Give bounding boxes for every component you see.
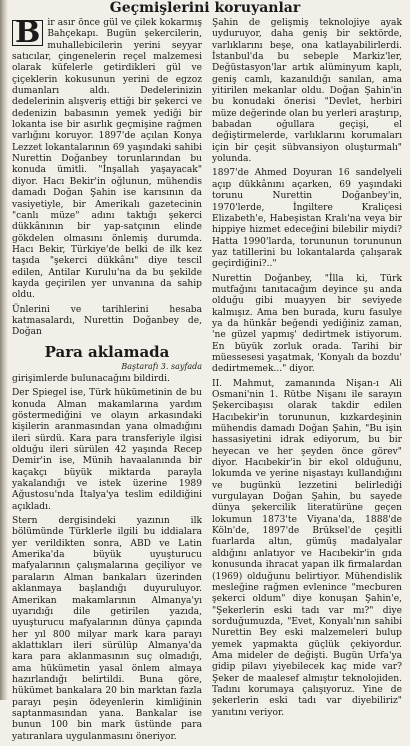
article-paragraph: Şahin de gelişmiş teknolojiye ayak uyduruyor, daha geniş bir sektörde, varlıklarını beşe, ona katlayabilirlerdi. İstanbul'da bu sebeple Markiz'ler, Değüstasyon'lar artık alüminyum kaplı, geniş camlı, kazanıldığı sanılan, ama yitirilen mekanlar oldu. Doğan Şahin'in bu konudaki önerisi "Devlet, herbiri müze değerinde olan bu yerleri araştırıp, babadan oğullara geçişi, el değiştirmelerde, varlıklarını korumaları için bir çeşit sübvansiyon oluşturmalı" yolunda. (212, 18, 402, 165)
page-edge (0, 0, 8, 700)
article-paragraph (12, 15, 202, 302)
paragraph-text: ir asır önce gül ve çilek kokarmış Bahçekapı. Bugün şekercilerin, muhallebicilerin yerini seyyar satıcılar, çingenelerin reçel malzemesi olarak küfelerle getirdikleri gül ve çiçeklerin kokusunun yerini de egzoz dumanları aldı. Dedelerinizin dedelerinin alışveriş ettiği bir şekerci ve dedenizin babasının yemek yediği bir lokanta ise bir asırlık geçmişine rağmen varlığını koruyor. 1897'de açılan Konya Lezzet lokantalarının 69 yaşındaki sahibi Nurettin Doğanbey torunlarından bu konuda ümitli. "İnşallah yaşayacak" diyor. Hacı Bekir'in oğlunun, mühendis damadı Doğan Şahin ise karısının da vasiyetiyle, bir Amerikalı gazetecinin "canlı müze" adını taktığı şekerci dükkânının bir yap-satçının elinde gökdelen olmasını önlemiş durumda. Hacı Bekir, Türkiye'de belki de ilk kez taşıda "şekerci dükkânı" diye tescil edilen, Antilar Kurulu'na da bu şekilde kayda geçirilen yer unvanına da sahip oldu. (12, 18, 202, 301)
article-paragraph: girişimlerde bulunacağını bildirdi. (12, 373, 170, 384)
article-paragraph: 1897'de Ahmed Doyuran 16 sandelyeli açıp dükkânını açarken, 69 yaşındaki torunu Nurettin Doğanbey'in, 1970'lerde, İngiltere Kraliçesi Elizabeth'e, Habeşistan Kralı'na veya bir hippiye hizmet edeceğini bilebilir miydi? Hatta 1990'larda, torununun torununun yaz tatillerini bu lokantalarda çalışarak geçirdiğini?.." (212, 168, 402, 270)
article-paragraph: Ünlerini ve tarihlerini hesaba katmasalardı, Nurettin Doğanbey de, Doğan (12, 304, 202, 338)
article-paragraph: Stern dergisindeki yazının ilk bölümünde Türklerle ilgili bu iddialara yer verildikten sonra, ABD ve Latin Amerika'da büyük uyuşturucu mafyalarının çalışmalarına geçiliyor ve paraların Alman bankaları üzerinden aklanmaya başlandığı duyuruluyor. Amerikan makamlarının Almanya'yı uyarıdığı dile getirilen yazıda, uyuşturucu mafyalarının dünya çapında her yıl 800 milyar mark kara parayı aklattıkları ileri sürülüp Almanya'da kara para aklanmasının suç olmadığı, ama hükümetin yasal önlem almaya hazırlandığı belirtildi. Buna göre, hükümet bankalara 20 bin marktan fazla parayı peşin ödeyenlerin kimliğinin saptanmasından yana. Bankalar ise bunun 100 bin mark üstünde para yatıranlara uygulanmasını öneriyor. (12, 516, 202, 742)
article-paragraph: Der Spiegel ise, Türk hükümetinin de bu konuda Alman makamlarına yardım göstermediğini ve olayın arkasındaki kişilerin aranmasından yana olmadığını ileri sürdü. Kara para transferiyle ilgisi olduğu ileri sürülen 42 yaşında Recep Demir'in ise, Münih havaalanında bir kaçakçı büyük miktarda parayla yakalandığı ve istek üzerine 1989 Ağustosu'nda İtalya'ya teslim edildiğini açıkladı. (12, 388, 202, 512)
section-subhead: Para aklamada (44, 342, 170, 361)
headline: Geçmişlerini koruyanlar (109, 0, 301, 16)
drop-cap: B (12, 20, 43, 46)
article-paragraph: Nurettin Doğanbey, "İlla ki, Türk mutfağını tanıtacağım deyince şu anda olduğu gibi muayyen bir seviyede kalmışız. Ama ben burada, kuru fasulye ya da hünkâr beğendi yediğiniz zaman, 'ne güzel yapmış' dedirtmek istiyorum. En büyük zorluk orada. Tarihi bir müessesesi yaşatmak, 'Konyalı da bozdu' dedirtmemek..." diyor. (212, 273, 402, 375)
continued-note: Baştarafı 3. sayfada (121, 361, 202, 371)
right-column (212, 18, 402, 722)
left-column (12, 15, 202, 746)
article-paragraph: II. Mahmut, zamanında Nişan-ı Ali Osmani'nin 1. Rütbe Nişanı ile sarayın Şekercibaşısı olarak takdir edilen Hacıbekir'in torununun, kızkardeşinin mühendis damadı Doğan Şahin, "Bu işin hassasiyetini idrak ediyorum, bu bir heyecan ve her şeyden önce görev" diyor. Hacıbekir'in bir ekol olduğunu, lokumda ve yerine nişastayı kullandığını ve bugünkü lezzetini belirlediği vurgulayan Doğan Şahin, bu sayede dünya şekercilik literatürüne geçen lokumun 1873'te Viyana'da, 1888'de Köln'de, 1897'de Brüksel'de çeşitli fuarlarda altın, gümüş madalyalar aldığını anlatıyor ve Hacıbekir'in gıda konusunda ihracat yapan ilk firmalardan (1969) olduğunu belirtiyor. Mühendislik mesleğine rağmen evlenince "mecburen şekerci oldum" diye konuşan Şahin'e, "Şekerlerin eski tadı var mı?" diye sorduğumuzda, "Evet, Konyalı'nın sahibi Nurettin Bey eski malzemeleri bulup yemek yapmakta güçlük çekiyordur. Ama mideler de değişti. Bugün Urfa'ya gidip pilavı yiyebilecek kaç mide var? Şeker de maalesef almıştır teknolojiden. Tadını korumaya çalışıyoruz. Yine de şekerlerin eski tadı var diyebiliriz" yanıtını veriyor. (212, 378, 402, 718)
